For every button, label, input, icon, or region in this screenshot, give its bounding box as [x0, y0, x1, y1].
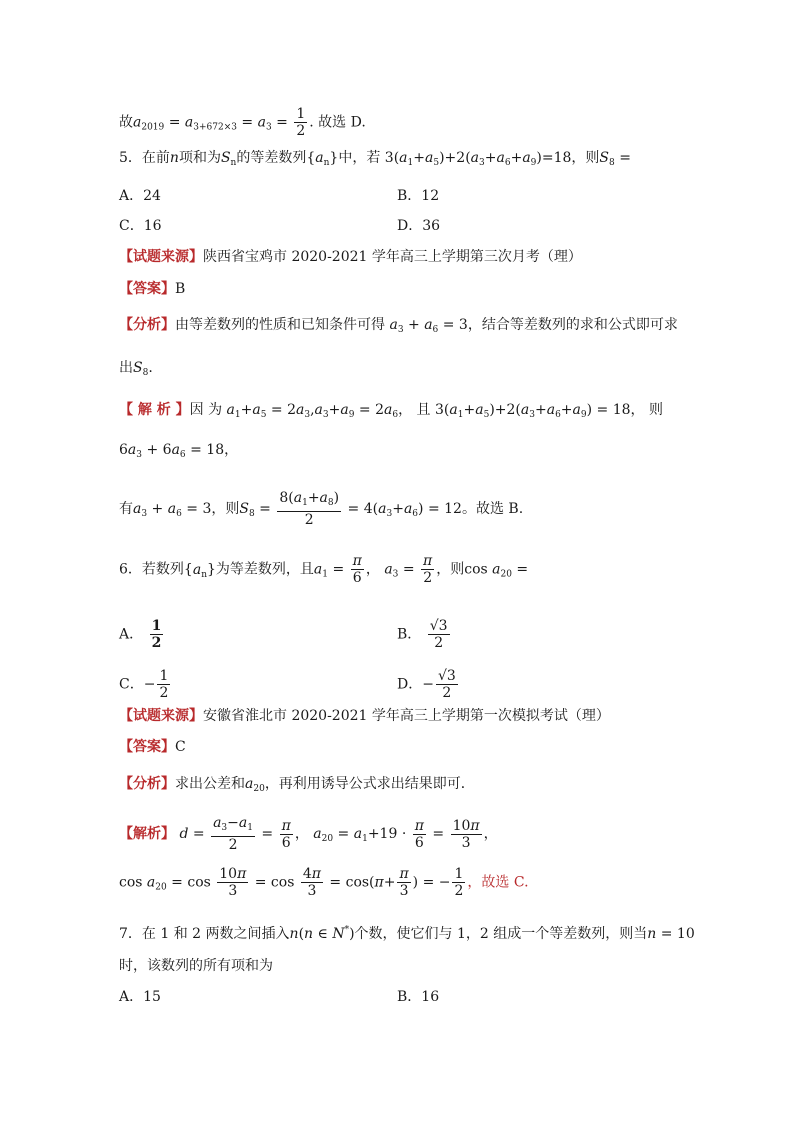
q6-option-d: D．− $\frac{√3}{2}$	[397, 668, 456, 701]
q5-option-a: A．24	[119, 188, 161, 204]
fraction-half: $\frac{1}{2}$	[296, 106, 306, 139]
q7-option-b: B．16	[397, 989, 440, 1005]
q7-stem: 7．在 1 和 2 两数之间插入n(n ∈ N*)个数，使它们与 1，2 组成一个等差数列，则当n = 10	[119, 925, 695, 942]
q5-solution: 【 解 析 】因 为 $a_1+a_5 = 2a_3,a_3+a_9 = 2a_6$， 且 $3(a_1+a_5)+2(a_3+a_6+a_9) = 18$， 则	[119, 402, 663, 420]
q6-option-a: A． $\frac{1}{2}$	[119, 618, 162, 651]
fraction-sum: $\frac{8(a_1+a_8)}{2}$	[279, 490, 340, 528]
q6-stem: 6．若数列$\{a_n\}$为等差数列，且$a_1$ = $\frac{\pi}{6}$ ， $a_3$ = $\frac{\pi}{2}$ ，则$\cos a_{20}$ =	[119, 553, 529, 586]
q5-analysis-cont: 出$S_8$.	[119, 360, 153, 378]
q6-solution-line2: $\cos a_{20} = \cos$ $\frac{10\pi}{3}$ = cos $\frac{4\pi}{3}$ = cos(π+ $\frac{\pi}{3}$ ) = − $\frac{1}{2}$ ，故选 C.	[119, 866, 529, 899]
q6-option-b: B． $\frac{√3}{2}$	[397, 618, 448, 651]
q5-solution-line3: 有$a_3 + a_6 = 3$，则$S_8$ = $\frac{8(a_1+a_8)}{2}$ = $4(a_3+a_6) = 12$。故选 B.	[119, 490, 524, 528]
q5-analysis: 【分析】由等差数列的性质和已知条件可得 $a_3 + a_6 = 3$，结合等差数列的求和公式即可求	[119, 317, 678, 335]
q7-option-a: A．15	[119, 989, 161, 1005]
q6-source: 【试题来源】安徽省淮北市 2020-2021 学年高三上学期第一次模拟考试（理）	[119, 708, 610, 724]
q5-source: 【试题来源】陕西省宝鸡市 2020-2021 学年高三上学期第三次月考（理）	[119, 249, 582, 265]
q5-solution-line2: $6a_3 + 6a_6 = 18$，	[119, 442, 239, 460]
q5-answer: 【答案】B	[119, 281, 186, 297]
q6-answer: 【答案】C	[119, 739, 186, 755]
q5-option-b: B．12	[397, 188, 440, 204]
q6-option-c: C．− $\frac{1}{2}$	[119, 668, 169, 701]
q5-option-c: C．16	[119, 218, 162, 234]
q5-option-d: D．36	[397, 218, 441, 234]
q4-conclusion: 故$a_{2019} = a_{3+672\times 3} = a_3$ = $\frac{1}{2}$ . 故选 D.	[119, 106, 366, 139]
q6-analysis: 【分析】求出公差和$a_{20}$，再利用诱导公式求出结果即可．	[119, 776, 475, 794]
q5-stem: 5．在前n项和为$S_n$的等差数列$\{a_n\}$中，若 $3(a_1+a_5)+2(a_3+a_6+a_9)=18$，则$S_8$ =	[119, 150, 631, 168]
q7-stem-cont: 时，该数列的所有项和为	[119, 958, 273, 974]
q6-solution: 【解析】 d = $\frac{a_3-a_1}{2}$ = $\frac{\pi}{6}$ ， $a_{20} = a_1+19$ · $\frac{\pi}{6}$ = $\frac{10\pi}{3}$ ，	[119, 815, 498, 853]
